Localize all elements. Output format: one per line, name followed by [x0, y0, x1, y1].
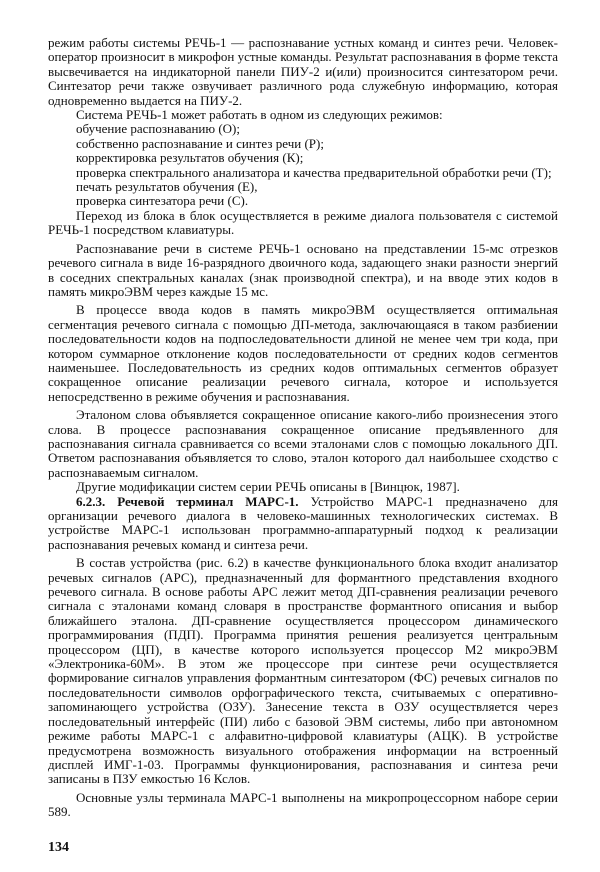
- list-item: собственно распознавание и синтез речи (Р);: [76, 135, 324, 151]
- modes-list: [48, 122, 558, 208]
- paragraph-segmentation: В процессе ввода кодов в память микроЭВМ осуществляется оптимальная сегментация речевого сигнала с помощью ДП-метода, заключающаяся в таком разбиении последовательности кодов на подпоследовательности длиной не менее чем три кода, при котором суммарное отклонение кодов последовательности от средних кодов сегментов наименьшее. Последовательность из средних кодов оптимальных сегментов образует сокращенное описание реализации речевого сигнала, которое и используется непосредственно в режиме обучения и распознавания.: [48, 302, 558, 404]
- list-item: обучение распознаванию (О);: [76, 121, 240, 137]
- paragraph-speech-mode: режим работы системы РЕЧЬ-1 — распознавание устных команд и синтез речи. Человек-оператор произносит в микрофон устные команды. Результат распознавания в форме текста высвечивается на индикаторной панели ПИУ-2 и(или) произносится синтезатором речи. Синтезатор речи также озвучивает различного рода служебную информацию, которая одновременно выдается на ПИУ-2.: [48, 35, 558, 108]
- section-heading: 6.2.3. Речевой терминал МАРС-1.: [76, 493, 299, 509]
- list-item: проверка спектрального анализатора и качества предварительной обработки речи (Т);: [76, 164, 552, 180]
- paragraph-modifications: Другие модификации систем серии РЕЧЬ описаны в [Винцюк, 1987].: [76, 479, 460, 495]
- paragraph-mars-terminal: [48, 495, 558, 553]
- paragraph-recognition-basis: Распознавание речи в системе РЕЧЬ-1 основано на представлении 15-мс отрезков речевого сигнала в виде 16-разрядного двоичного кода, задающего знаки разности энергий в соседних спектральных каналах (знак производной спектра), и на вводе этих кодов в память микроЭВМ через каждые 15 мс.: [48, 240, 558, 299]
- page-number: 134: [48, 840, 69, 855]
- paragraph-main-units: Основные узлы терминала МАРС-1 выполнены на микропроцессорном наборе серии 589.: [48, 789, 558, 820]
- list-item: корректировка результатов обучения (К);: [76, 150, 304, 166]
- list-item: проверка синтезатора речи (С).: [76, 193, 249, 209]
- paragraph-modes-intro: Система РЕЧЬ-1 может работать в одном из следующих режимов:: [76, 107, 443, 123]
- paragraph-block-transition: Переход из блока в блок осуществляется в режиме диалога пользователя с системой РЕЧЬ-1 посредством клавиатуры.: [48, 207, 558, 238]
- paragraph-device-composition: В состав устройства (рис. 6.2) в качестве функционального блока входит анализатор речевых сигналов (АРС), предназначенный для формантного представления входного речевого сигнала. В основе работы АРС лежит метод ДП-сравнения реализации речевого сигнала с эталонами команд словаря в пространстве формантного описания и выбор ближайшего эталона. ДП-сравнение осуществляется процессором динамического программирования (ПДП). Программа принятия решения реализуется центральным процессором (ЦП), в качестве которого используется процессор М2 микроЭВМ «Электроника-60М». В этом же процессоре при синтезе речи осуществляется формирование сигналов управления формантным синтезатором (ФС) речевых сигналов по последовательности символов орфографического текста, считываемых с оперативно-запоминающего устройства (ОЗУ). Занесение текста в ОЗУ осуществляется через последовательный интерфейс (ПИ) либо с базовой ЭВМ системы, либо при автономном режиме работы МАРС-1 с алфавитно-цифровой клавиатуры (АЦК). В устройстве предусмотрена возможность визуального отображения информации на встроенный дисплей ИМГ-1-03. Программы функционирования, распознавания и синтеза речи записаны в ПЗУ емкостью 16 Кслов.: [48, 555, 558, 787]
- section-body: Устройство МАРС-1 предназначено для организации речевого диалога в человеко-машинных технологических системах. В устройстве МАРС-1 использован программно-аппаратурный подход к реализации распознавания речевых команд и синтеза речи.: [48, 493, 558, 552]
- list-item: печать результатов обучения (Е),: [76, 179, 258, 195]
- paragraph-word-reference: Эталоном слова объявляется сокращенное описание какого-либо произнесения этого слова. В процессе распознавания сокращенное описание предъявленного для распознавания сигнала сравнивается со всеми эталонами слов с помощью локального ДП. Ответом распознавания объявляется то слово, эталон которого дал наибольшее сходство с распознаваемым сигналом.: [48, 407, 558, 480]
